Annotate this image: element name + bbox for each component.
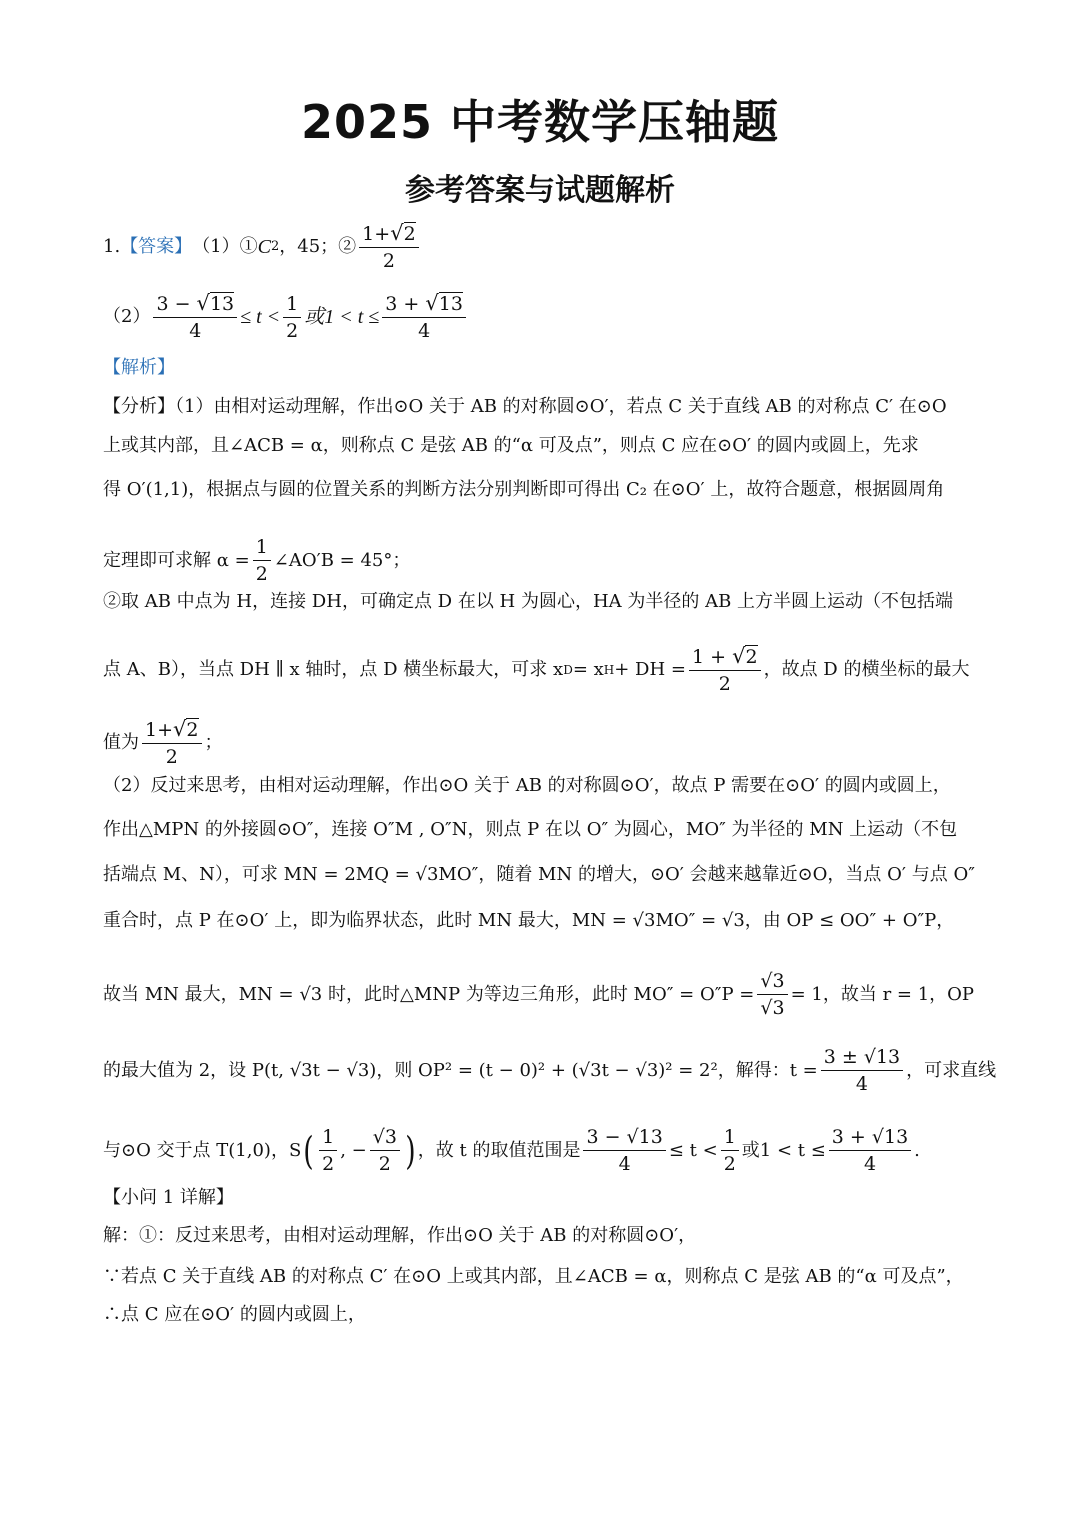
frac-den: 2	[723, 1153, 736, 1175]
paren-left: (	[303, 1128, 314, 1173]
fraction	[283, 293, 301, 342]
fraction	[583, 1126, 665, 1175]
analysis-line: 得 O′(1,1)，根据点与圆的位置关系的判断方法分别判断即可得出 C₂ 在⊙O′ 上，故符合题意，根据圆周角	[103, 479, 945, 500]
frac-den: 2	[165, 746, 178, 768]
analysis-text: 点 A、B），当点 DH ∥ x 轴时，点 D 横坐标最大，可求 x	[103, 659, 564, 680]
fraction	[757, 970, 787, 1019]
analysis-text: = x	[572, 659, 604, 680]
analysis-line: 重合时，点 P 在⊙O′ 上，即为临界状态，此时 MN 最大，MN = √3MO″ = √3，由 OP ≤ OO″ + O″P，	[103, 910, 955, 931]
analysis-line	[103, 1126, 983, 1175]
frac-den: 2	[286, 319, 299, 342]
analysis-text: ，故 t 的取值范围是	[417, 1139, 581, 1161]
analysis-line: ②取 AB 中点为 H，连接 DH，可确定点 D 在以 H 为圆心，HA 为半径的 AB 上方半圆上运动（不包括端	[103, 591, 954, 612]
analysis-text: 或1 < t ≤	[741, 1139, 826, 1161]
fraction: 3 − √ 13 4	[153, 292, 237, 342]
frac-den: 2	[378, 1153, 391, 1175]
radicand: 13	[209, 293, 235, 315]
radicand: 2	[403, 223, 416, 245]
analysis-line: 作出△MPN 的外接圆⊙O″，连接 O″M , O″N，则点 P 在以 O″ 为圆心，MO″ 为半径的 MN 上运动（不包	[103, 819, 958, 840]
frac-num: √3	[370, 1126, 400, 1151]
frac-den: 4	[189, 320, 202, 342]
detail-tag: 【小问 1 详解】	[103, 1187, 234, 1208]
answer-tag: 【答案】	[120, 236, 193, 257]
analysis-text: + DH =	[614, 659, 686, 680]
fraction	[821, 1046, 903, 1095]
fraction: 1+ √ 2 2	[142, 718, 202, 768]
subscript: D	[563, 663, 573, 677]
answer-text: （1）①	[192, 236, 258, 257]
frac-den: √3	[760, 997, 785, 1019]
page-subtitle: 参考答案与试题解析	[405, 173, 675, 208]
analysis-text: ，故点 D 的横坐标的最大	[763, 659, 970, 680]
frac-den: 2	[322, 1153, 335, 1175]
analysis-text: , −	[340, 1139, 367, 1161]
analysis-line	[103, 645, 983, 695]
subscript: 2	[270, 239, 280, 254]
analysis-line	[103, 536, 983, 585]
analysis-line	[103, 970, 983, 1019]
frac-num: 1 +	[692, 646, 733, 668]
detail-line: ∵若点 C 关于直线 AB 的对称点 C′ 在⊙O 上或其内部，且∠ACB = α，则称点 C 是弦 AB 的“α 可及点”，	[103, 1266, 964, 1287]
frac-den: 2	[382, 250, 395, 272]
frac-num: √3	[757, 970, 787, 995]
analysis-line: 上或其内部，且∠ACB = α，则称点 C 是弦 AB 的“α 可及点”，则点 C 应在⊙O′ 的圆内或圆上，先求	[103, 435, 919, 456]
fraction	[319, 1126, 337, 1175]
analysis-text: ≤ t <	[668, 1139, 718, 1161]
analysis-line: 括端点 M、N），可求 MN = 2MQ = √3MO″，随着 MN 的增大，⊙O′ 会越来越靠近⊙O，当点 O′ 与点 O″	[103, 864, 975, 885]
frac-num: 3 + √13	[829, 1126, 911, 1151]
frac-num: 1	[721, 1126, 739, 1151]
frac-den: 2	[255, 563, 268, 585]
fraction: 3 + √ 13 4	[382, 292, 466, 342]
frac-num: 3 −	[156, 293, 197, 315]
analysis-text: ∠AO′B = 45°；	[273, 549, 411, 571]
radicand: 2	[745, 646, 758, 668]
paren-right: )	[405, 1128, 416, 1173]
radicand: 2	[186, 719, 199, 741]
frac-den: 4	[618, 1153, 631, 1175]
analysis-text: 定理即可求解 α =	[103, 549, 250, 571]
frac-den: 4	[418, 320, 431, 342]
analysis-text: ，可求直线	[906, 1059, 997, 1081]
fraction: 1 + √ 2 2	[689, 645, 761, 695]
frac-den: 2	[718, 673, 731, 695]
question-number: 1.	[103, 236, 121, 257]
fraction	[721, 1126, 739, 1175]
analysis-text: 故当 MN 最大，MN = √3 时，此时△MNP 为等边三角形，此时 MO″ = O″P =	[103, 983, 755, 1005]
answer-part2	[103, 292, 983, 342]
frac-den: 4	[855, 1073, 868, 1095]
analysis-line: （2）反过来思考，由相对运动理解，作出⊙O 关于 AB 的对称圆⊙O′，故点 P 需要在⊙O′ 的圆内或圆上，	[103, 775, 951, 796]
math-text: 或1 < t ≤	[304, 306, 380, 328]
fraction	[253, 536, 271, 585]
fraction	[829, 1126, 911, 1175]
fraction	[370, 1126, 400, 1175]
analysis-text: = 1，故当 r = 1，OP	[790, 983, 975, 1005]
answer-part1	[103, 222, 983, 272]
detail-line: 解：①：反过来思考，由相对运动理解，作出⊙O 关于 AB 的对称圆⊙O′，	[103, 1225, 697, 1246]
page-title: 2025 中考数学压轴题	[300, 95, 780, 149]
math-var: C	[257, 236, 271, 258]
analysis-line: 【分析】（1）由相对运动理解，作出⊙O 关于 AB 的对称圆⊙O′，若点 C 关于直线 AB 的对称点 C′ 在⊙O	[103, 396, 947, 417]
analysis-line	[103, 1046, 997, 1095]
jiexi-tag: 【解析】	[103, 357, 175, 378]
analysis-line	[103, 718, 983, 768]
analysis-text: 的最大值为 2，设 P(t, √3t − √3)，则 OP² = (t − 0)² + (√3t − √3)² = 2²，解得：t =	[103, 1059, 818, 1081]
frac-num: 1	[283, 293, 301, 318]
analysis-text: 与⊙O 交于点 T(1,0)，S	[103, 1139, 302, 1161]
frac-num: 1	[319, 1126, 337, 1151]
subscript: H	[603, 663, 615, 677]
frac-num: 1+	[362, 223, 391, 245]
frac-num: 1+	[145, 719, 174, 741]
frac-den: 4	[863, 1153, 877, 1175]
analysis-text: ；	[204, 732, 223, 753]
frac-num: 1	[253, 536, 271, 561]
detail-line: ∴点 C 应在⊙O′ 的圆内或圆上，	[103, 1304, 366, 1325]
frac-num: 3 − √13	[583, 1126, 665, 1151]
answer-text: ，45；②	[279, 236, 357, 257]
analysis-text: .	[914, 1139, 920, 1161]
math-text: ≤ t <	[240, 306, 281, 328]
analysis-text: 值为	[103, 732, 139, 753]
frac-num: 3 ± √13	[821, 1046, 903, 1071]
fraction: 1+ √ 2 2	[359, 222, 419, 272]
radicand: 13	[438, 293, 463, 315]
frac-num: 3 +	[385, 293, 426, 315]
answer-text: （2）	[103, 306, 151, 327]
